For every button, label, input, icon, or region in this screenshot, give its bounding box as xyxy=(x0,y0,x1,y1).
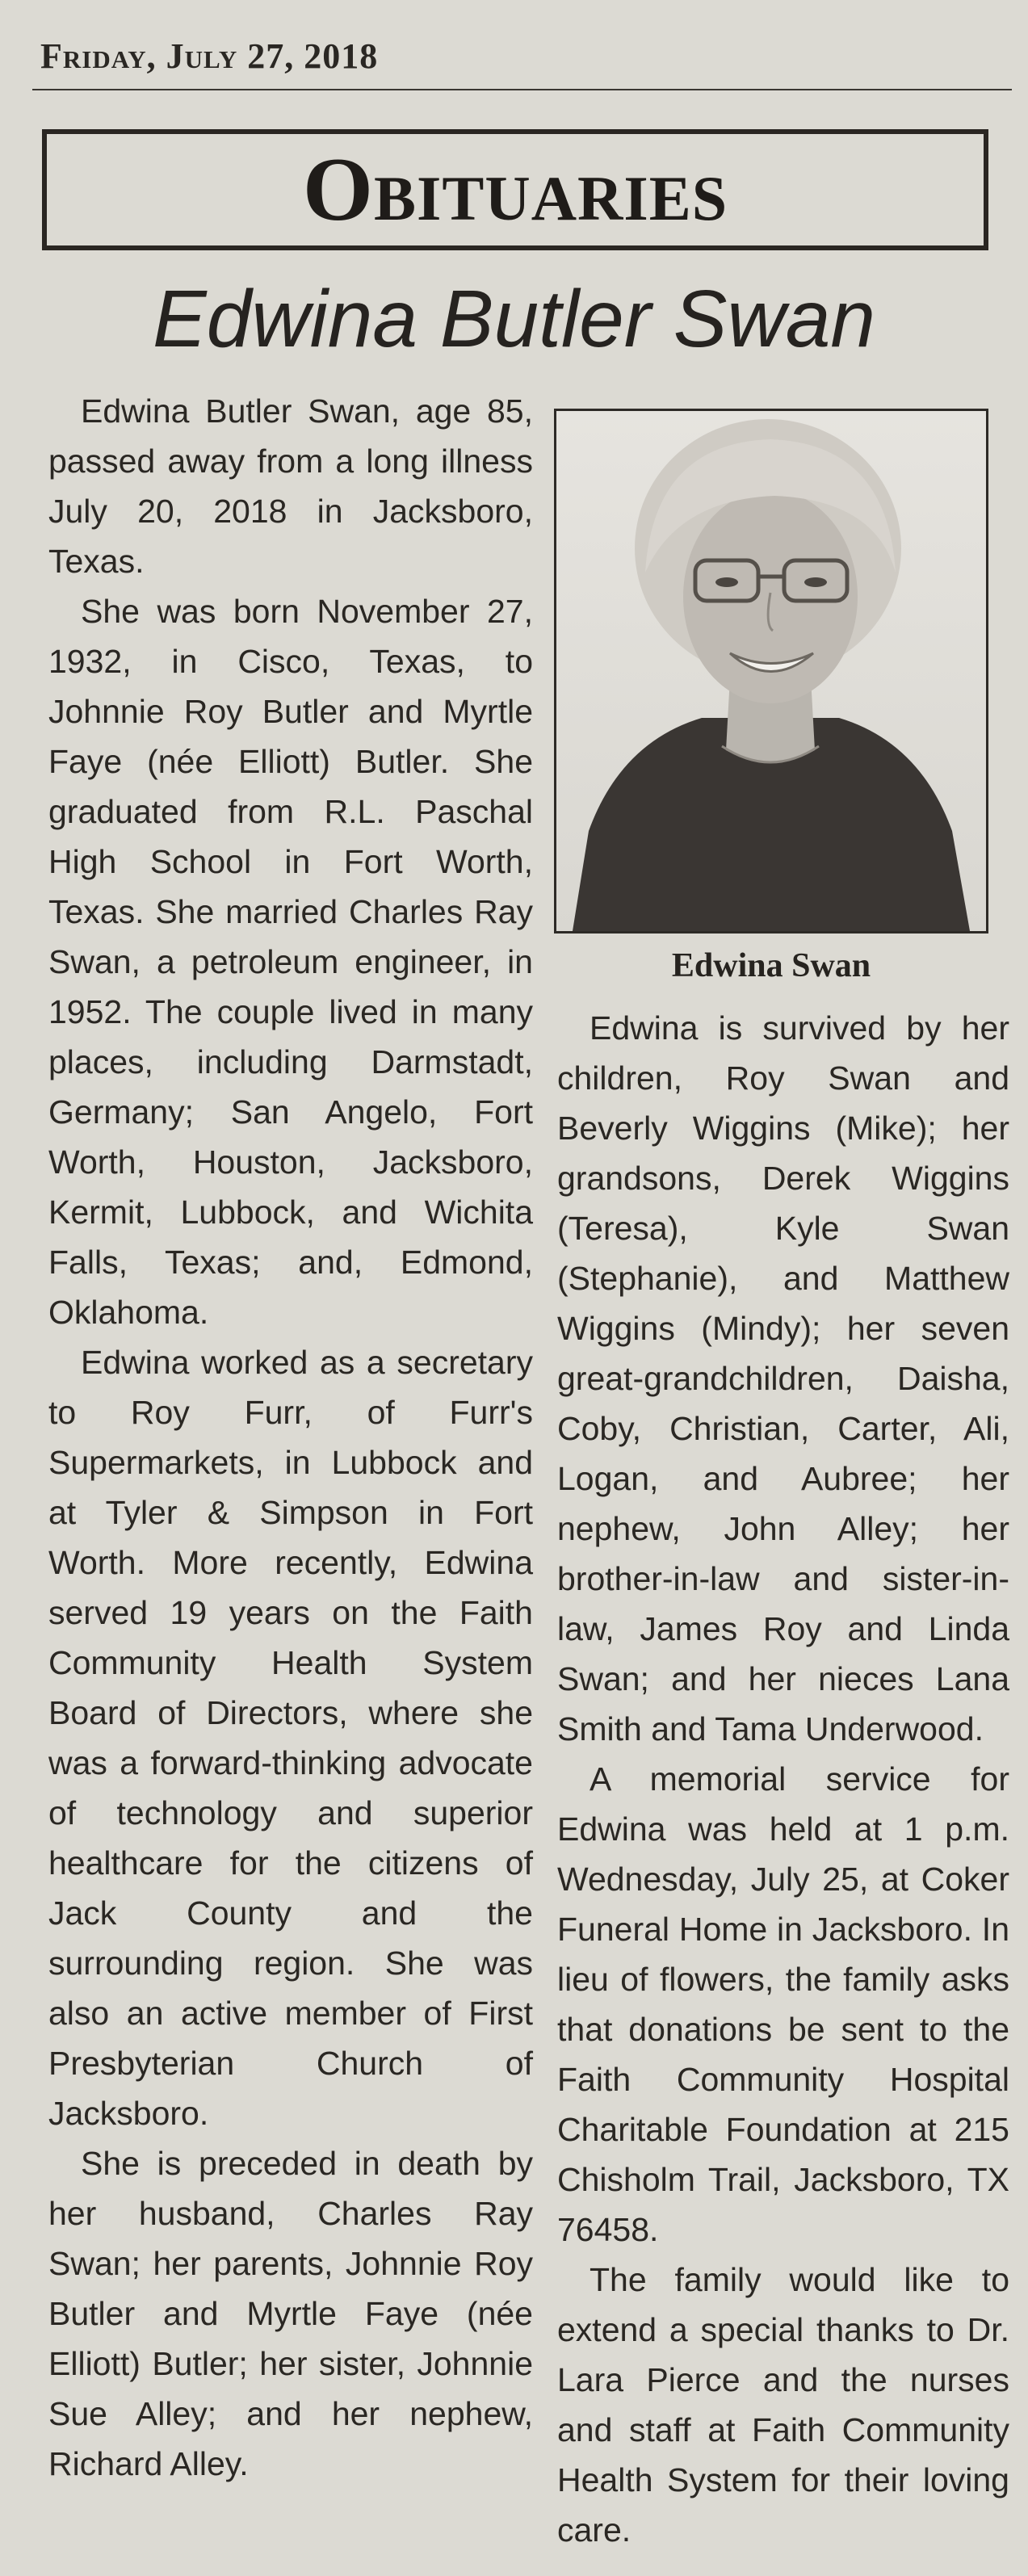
section-title: Obituaries xyxy=(302,140,728,240)
left-column xyxy=(48,386,533,2489)
portrait-photo xyxy=(554,409,988,933)
section-banner xyxy=(42,129,988,250)
paragraph: She was born November 27, 1932, in Cisco, Texas, to Johnnie Roy Butler and Myrtle Faye (née Elliott) Butler. She graduated from R.L. Paschal High School in Fort Worth, Texas. She married Charles Ray Swan, a petroleum engineer, in 1952. The couple lived in many places, including Darmstadt, Germany; San Angelo, Fort Worth, Houston, Jacksboro, Kermit, Lubbock, and Wichita Falls, Texas; and, Edmond, Oklahoma. xyxy=(48,593,533,1331)
paragraph: A memorial service for Edwina was held at 1 p.m. Wednesday, July 25, at Coker Funeral Home in Jacksboro. In lieu of flowers, the family asks that donations be sent to the Faith Community Hospital Charitable Foundation at 215 Chisholm Trail, Jacksboro, TX 76458. xyxy=(557,1760,1009,2248)
photo-caption: Edwina Swan xyxy=(671,947,871,984)
right-column xyxy=(557,1003,1009,2555)
portrait-image xyxy=(556,411,986,931)
paragraph: She is preceded in death by her husband, Charles Ray Swan; her parents, Johnnie Roy Butler and Myrtle Faye (née Elliott) Butler; her sister, Johnnie Sue Alley; and her nephew, Richard Alley. xyxy=(48,2145,533,2482)
paragraph: The family would like to extend a special thanks to Dr. Lara Pierce and the nurses and staff at Faith Community Health System for their loving care. xyxy=(557,2261,1009,2549)
paragraph: Edwina Butler Swan, age 85, passed away from a long illness July 20, 2018 in Jacksboro, Texas. xyxy=(48,392,533,580)
header-rule xyxy=(32,89,1012,90)
dateline: Friday, July 27, 2018 xyxy=(40,36,379,76)
paragraph: Edwina is survived by her children, Roy Swan and Beverly Wiggins (Mike); her grandsons, Derek Wiggins (Teresa), Kyle Swan (Stephanie), and Matthew Wiggins (Mindy); her seven great-grandchildren, Daisha, Coby, Christian, Carter, Ali, Logan, and Aubree; her nephew, John Alley; her brother-in-law and sister-in-law, James Roy and Linda Swan; and her nieces Lana Smith and Tama Underwood. xyxy=(557,1009,1009,1747)
paragraph: Edwina worked as a secretary to Roy Furr, of Furr's Supermarkets, in Lubbock and at Tyler & Simpson in Fort Worth. More recently, Edwina served 19 years on the Faith Community Health System Board of Directors, where she was a forward-thinking advocate of technology and superior healthcare for the citizens of Jack County and the surrounding region. She was also an active member of First Presbyterian Church of Jacksboro. xyxy=(48,1344,533,2132)
obituary-headline: Edwina Butler Swan xyxy=(153,274,875,364)
